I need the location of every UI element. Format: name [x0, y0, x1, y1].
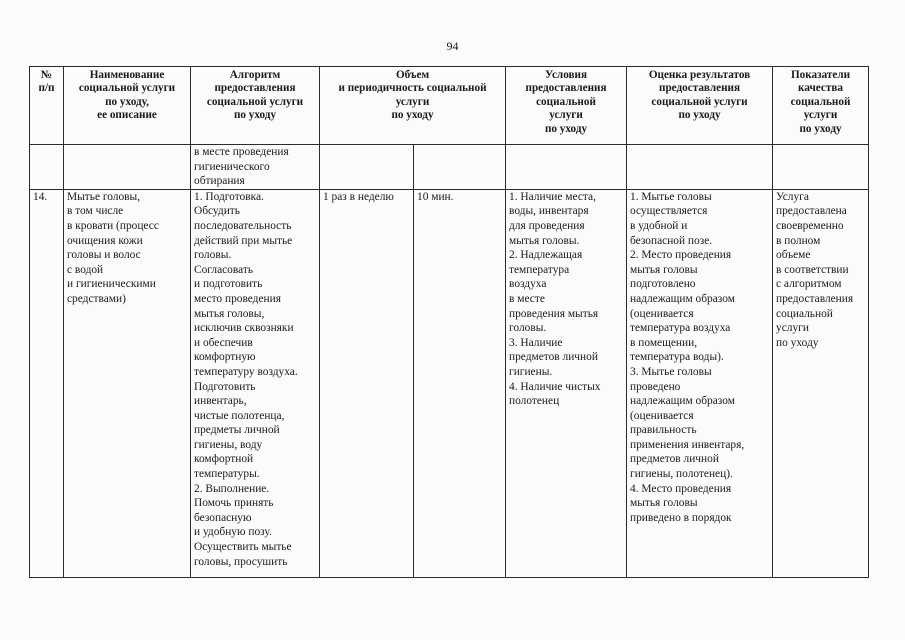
header-volume-periodicity: Объем и периодичность социальной услуги по уходу [320, 67, 506, 145]
page-number: 94 [446, 39, 459, 53]
cont-conditions-cell [506, 145, 627, 190]
row-service-name: Мытье головы, в том числе в кровати (процесс очищения кожи головы и волос с водой и гигиеническими средствами) [64, 189, 191, 577]
row-duration: 10 мин. [414, 189, 506, 577]
cont-number-cell [30, 145, 64, 190]
row-evaluation: 1. Мытье головы осуществляется в удобной и безопасной позе. 2. Место проведения мытья головы подготовлено надлежащим образом (оценивается температура воздуха в помещении, температура воды). 3. Мытье головы проведено надлежащим образом (оценивается правильность применения инвентаря, предметов личной гигиены, полотенец). 4. Место проведения мытья головы приведено в порядок [627, 189, 773, 577]
cont-evaluation-cell [627, 145, 773, 190]
cont-periodicity-cell [320, 145, 414, 190]
header-number: № п/п [30, 67, 64, 145]
cont-quality-cell [773, 145, 869, 190]
header-algorithm: Алгоритм предоставления социальной услуги по уходу [191, 67, 320, 145]
row-number: 14. [30, 189, 64, 577]
row-periodicity: 1 раз в неделю [320, 189, 414, 577]
cont-duration-cell [414, 145, 506, 190]
table-row-continuation [30, 145, 869, 190]
row-quality: Услуга предоставлена своевременно в полном объеме в соответствии с алгоритмом предоставления социальной услуги по уходу [773, 189, 869, 577]
header-evaluation: Оценка результатов предоставления социальной услуги по уходу [627, 67, 773, 145]
header-conditions: Условия предоставления социальной услуги по уходу [506, 67, 627, 145]
row-conditions: 1. Наличие места, воды, инвентаря для проведения мытья головы. 2. Надлежащая температура воздуха в месте проведения мытья головы. 3. Наличие предметов личной гигиены. 4. Наличие чистых полотенец [506, 189, 627, 577]
header-service-name: Наименование социальной услуги по уходу, ее описание [64, 67, 191, 145]
table-row [30, 189, 869, 577]
table-header-row [30, 67, 869, 145]
cont-name-cell [64, 145, 191, 190]
services-table [29, 66, 869, 578]
header-quality: Показатели качества социальной услуги по уходу [773, 67, 869, 145]
row-algorithm: 1. Подготовка. Обсудить последовательность действий при мытье головы. Согласовать и подготовить место проведения мытья головы, исключив сквозняки и обеспечив комфортную температуру воздуха. Подготовить инвентарь, чистые полотенца, предметы личной гигиены, воду комфортной температуры. 2. Выполнение. Помочь принять безопасную и удобную позу. Осуществить мытье головы, просушить [191, 189, 320, 577]
cont-algorithm-cell: в месте проведения гигиенического обтирания [191, 145, 320, 190]
